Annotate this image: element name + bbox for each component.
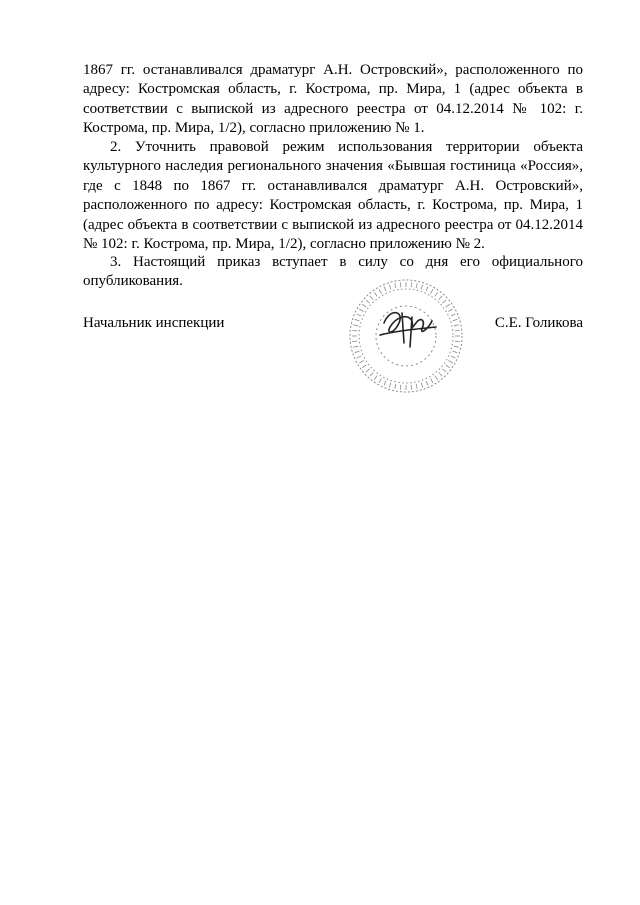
- paragraph-2: 2. Уточнить правовой режим использования территории объекта культурного наследия регионального значения «Бывшая гостиница «Россия», где с 1848 по 1867 гг. останавливался драматург А.Н. Островский», расположенного по адресу: Костромская область, г. Кострома, пр. Мира, 1 (адрес объекта в соответствии с выпиской из адресного реестра от 04.12.2014 № 102: г. Кострома, пр. Мира, 1/2), согласно приложению № 2.: [83, 139, 583, 253]
- seal-tick: [442, 369, 446, 372]
- seal-tick: [357, 356, 362, 358]
- seal-tick: [439, 296, 442, 300]
- seal-tick: [435, 292, 438, 296]
- signer-name: С.Е. Голикова: [494, 315, 583, 331]
- seal-tick: [451, 356, 456, 358]
- seal-tick: [431, 289, 434, 293]
- seal-tick: [416, 283, 417, 288]
- signer-title: Начальник инспекции: [83, 315, 225, 331]
- seal-tick: [439, 372, 442, 376]
- seal-tick: [374, 376, 377, 380]
- seal-tick: [451, 314, 456, 316]
- seal-tick: [379, 378, 382, 382]
- seal-tick: [446, 304, 450, 307]
- seal-tick: [411, 282, 412, 287]
- seal-tick: [448, 309, 452, 312]
- seal-tick: [446, 365, 450, 368]
- seal-tick: [384, 381, 386, 386]
- seal-tick: [416, 384, 417, 389]
- seal-tick: [421, 285, 423, 290]
- seal-tick: [357, 314, 362, 316]
- seal-tick: [395, 384, 396, 389]
- official-seal-icon: [346, 277, 466, 395]
- signature-row: [83, 313, 583, 333]
- paragraph-3: 3. Настоящий приказ вступает в силу со дня его официального опубликования.: [83, 254, 583, 290]
- seal-tick: [426, 287, 428, 292]
- seal-tick: [362, 365, 366, 368]
- seal-tick: [359, 309, 363, 312]
- seal-tick: [421, 383, 423, 388]
- seal-tick: [455, 341, 460, 342]
- seal-tick: [374, 292, 377, 296]
- seal-tick: [400, 282, 401, 287]
- seal-tick: [455, 330, 460, 331]
- seal-tick: [453, 319, 458, 321]
- seal-tick: [454, 346, 459, 347]
- seal-tick: [442, 300, 446, 303]
- seal-tick: [353, 346, 358, 347]
- seal-tick: [453, 351, 458, 353]
- seal-tick: [366, 369, 370, 372]
- seal-tick: [355, 319, 360, 321]
- seal-tick: [355, 351, 360, 353]
- seal-tick: [411, 385, 412, 390]
- seal-tick: [395, 283, 396, 288]
- seal-tick: [352, 330, 357, 331]
- seal-tick: [362, 304, 366, 307]
- paragraph-1: 1867 гг. останавливался драматург А.Н. Островский», расположенного по адресу: Костромская область, г. Кострома, пр. Мира, 1 (адрес объекта в соответствии с выпиской из адресного реестра от 04.12.2014 № 102: г. Кострома, пр. Мира, 1/2), согласно приложению № 1.: [83, 62, 583, 137]
- seal-tick: [431, 378, 434, 382]
- seal-tick: [359, 361, 363, 364]
- seal-tick: [352, 341, 357, 342]
- seal-tick: [454, 325, 459, 326]
- seal-tick: [353, 325, 358, 326]
- seal-tick: [366, 300, 370, 303]
- seal-tick: [426, 381, 428, 386]
- seal-tick: [389, 285, 391, 290]
- seal-tick: [370, 372, 373, 376]
- seal-tick: [448, 361, 452, 364]
- handwritten-signature-icon: [380, 313, 436, 347]
- seal-tick: [379, 289, 382, 293]
- seal-tick: [389, 383, 391, 388]
- seal-tick: [384, 287, 386, 292]
- seal-tick: [400, 385, 401, 390]
- seal-tick: [370, 296, 373, 300]
- seal-tick: [435, 376, 438, 380]
